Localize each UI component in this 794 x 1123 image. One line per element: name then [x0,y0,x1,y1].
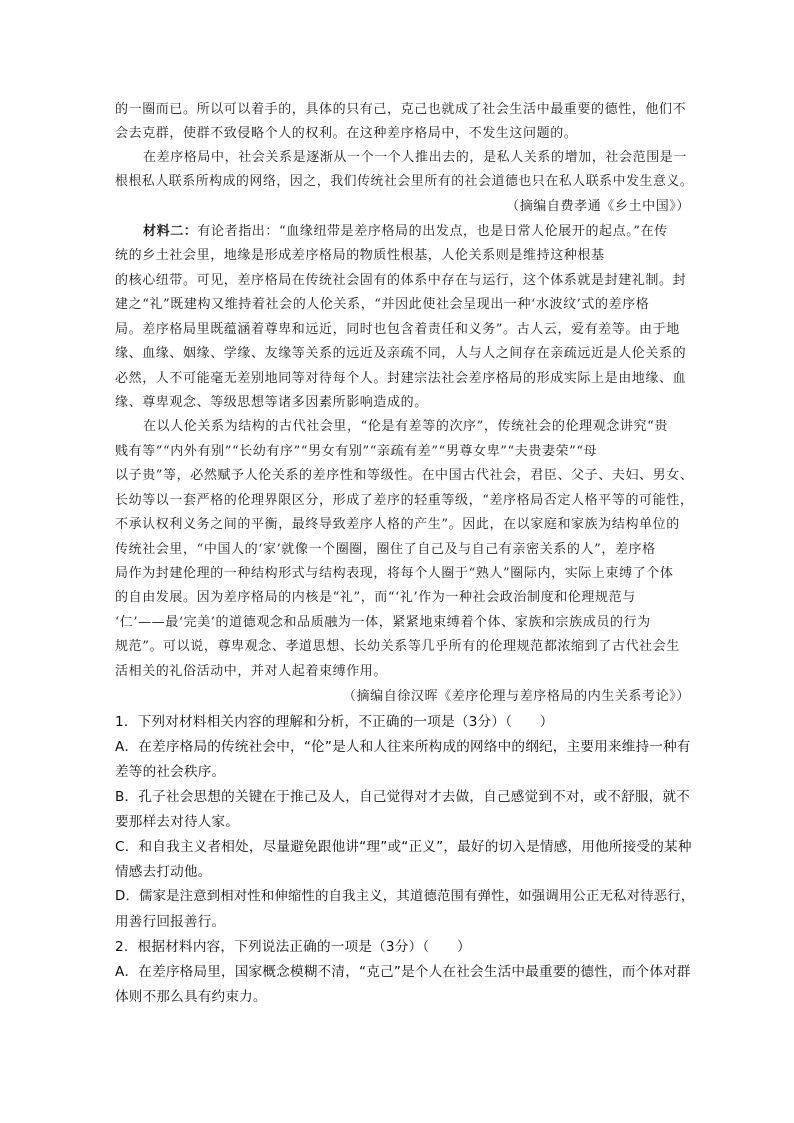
text-line: 统的乡土社会里，地缘是形成差序格局的物质性根基，人伦关系则是维持这种根基 [115,248,605,263]
question-1-option-a: A．在差序格局的传统社会中，“伦”是人和人往来所构成的网络中的纲纪，主要用来维持一种有 [115,739,691,755]
question-2-option-a-cont: 体则不那么具有约束力。 [115,989,267,1005]
text-line: 以子贵”等，必然赋予人伦关系的差序性和等级性。在中国古代社会，君臣、父子、夫妇、男女、 [115,468,694,483]
text-line: 局。差序格局里既蕴涵着尊卑和远近，同时也包含着责任和义务”。古人云，爱有差等。由于地 [115,322,680,337]
paragraph-start: 在差序格局中，社会关系是逐渐从一个一个人推出去的，是私人关系的增加，社会范围是一 [143,150,688,165]
question-2-stem: 2．根据材料内容，下列说法正确的一项是（3分）（ ） [115,939,471,955]
source-citation: （摘编自费孝通《乡土中国》） [506,199,690,214]
text-line: 局作为封建伦理的一种结构形式与结构表现，将每个人圈于“熟人”圈际内，实际上束缚了个体 [115,566,674,581]
text-line: 会去克群，使群不致侵略个人的权利。在这种差序格局中，不发生这问题的。 [115,126,578,141]
source-citation: （摘编自徐汉晖《差序伦理与差序格局的内生关系考论》） [342,689,690,704]
material-label: 材料二： [143,224,198,239]
question-1-option-d: D．儒家是注意到相对性和伸缩性的自我主义，其道德范围有弹性，如强调用公正无私对待恶行， [115,889,695,904]
question-1-option-a-cont: 差等的社会秩序。 [115,764,226,780]
text-line: 建之“礼”既建构又维持着社会的人伦关系，“并因此使社会呈现出一种‘水波纹’式的差序格 [115,297,650,312]
text-line: 规范”。可以说，尊卑观念、孝道思想、长幼关系等几乎所有的伦理规范都浓缩到了古代社会生 [115,639,680,654]
text-line: 贱有等”“内外有别”“长幼有序”“男女有别”“亲疏有差”“男尊女卑”“夫贵妻荣”“母 [115,444,598,459]
question-1-option-d-cont: 用善行回报善行。 [115,914,226,930]
question-1-option-b-cont: 要那样去对待人家。 [115,814,240,830]
paragraph-start: 在以人伦关系为结构的古代社会里，“伦是有差等的次序”，传统社会的伦理观念讲究“贵 [143,419,668,434]
text-line: 传统社会里，“中国人的‘家’就像一个圈圈，圈住了自己及与自己有亲密关系的人”，差序格 [115,542,656,557]
text-line: 缘、血缘、姻缘、学缘、友缘等关系的远近及亲疏不同，人与人之间存在亲疏远近是人伦关系的 [115,346,687,361]
text-line: 不承认权利义务之间的平衡，最终导致差序人格的产生”。因此，在以家庭和家族为结构单位的 [115,517,680,532]
text-line: 有论者指出：“血缘纽带是差序格局的出发点，也是日常人伦展开的起点。”在传 [197,224,668,239]
text-line: 缘、尊卑观念、等级思想等诸多因素所影响造成的。 [115,395,428,410]
question-1-option-b: B．孔子社会思想的关键在于推己及人，自己觉得对才去做，自己感觉到不对，或不舒服，就不 [115,789,691,805]
text-line: ‘仁’——最‘完美’的道德观念和品质融为一体，紧紧地束缚着个体、家族和宗族成员的行为 [115,615,651,630]
question-1-option-c: C．和自我主义者相处，尽量避免跟他讲“理”或“正义”，最好的切入是情感，用他所接受的某种 [115,839,692,855]
question-1-stem: 1．下列对材料相关内容的理解和分析，不正确的一项是（3分）（ ） [115,714,554,730]
text-line: 根根私人联系所构成的网络，因之，我们传统社会里所有的社会道德也只在私人联系中发生意义。 [115,174,694,189]
paragraph-start [143,223,668,241]
text-line: 必然，人不可能毫无差别地同等对待每个人。封建宗法社会差序格局的形成实际上是由地缘、血 [115,371,687,386]
text-line: 的自由发展。因为差序格局的内核是“礼”，而“‘礼’作为一种社会政治制度和伦理规范与 [115,590,636,605]
text-line: 的一圈而已。所以可以着手的，具体的只有己，克己也就成了社会生活中最重要的德性，他们不 [115,102,687,117]
question-2-option-a: A．在差序格局里，国家概念模糊不清，“克己”是个人在社会生活中最重要的德性，而个体对群 [115,964,691,980]
text-line: 的核心纽带。可见，差序格局在传统社会固有的体系中存在与运行，这个体系就是封建礼制。封 [115,273,687,288]
question-1-option-c-cont: 情感去打动他。 [115,864,212,880]
text-line: 活相关的礼俗活动中，并对人起着束缚作用。 [115,664,388,679]
text-line: 长幼等以一套严格的伦理界限区分，形成了差序的轻重等级，“差序格局否定人格平等的可能性， [115,493,694,508]
